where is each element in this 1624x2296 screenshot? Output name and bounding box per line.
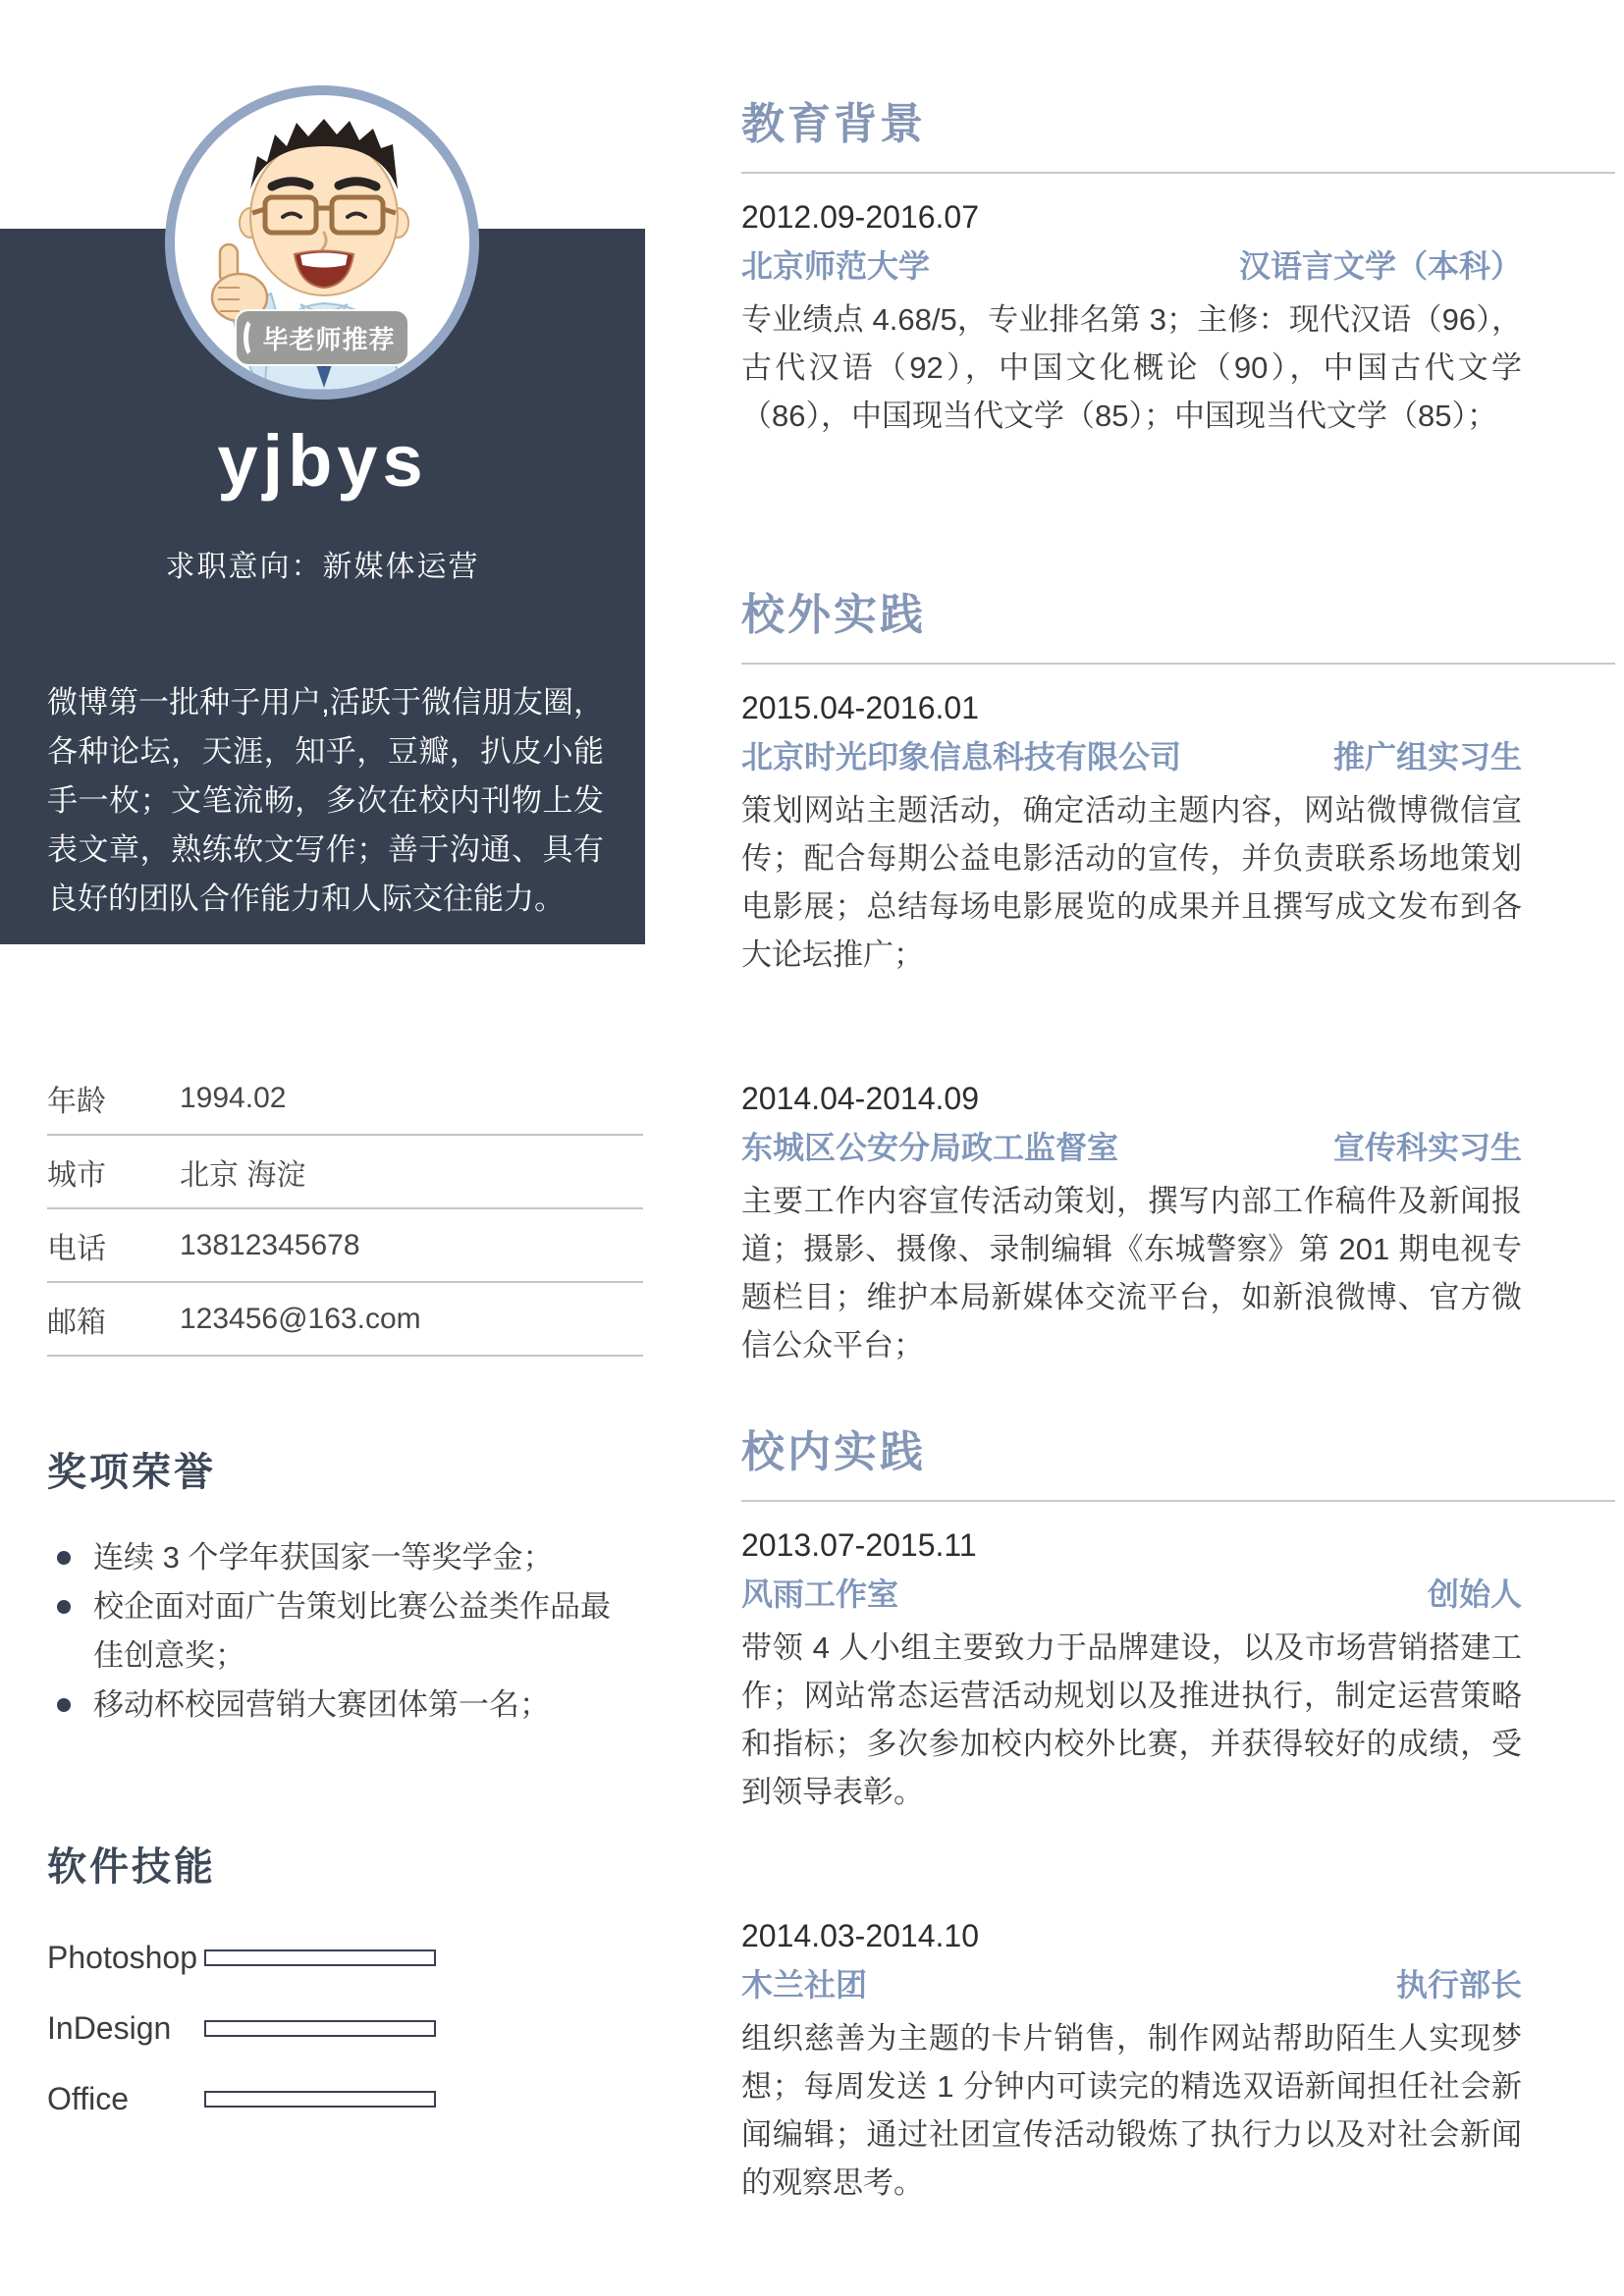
self-summary: 微博第一批种子用户,活跃于微信朋友圈，各种论坛，天涯，知乎，豆瓣，扒皮小能手一枚；文笔流畅，多次在校内刊物上发表文章，熟练软文写作；善于沟通、具有良好的团队合作能力和人际交往能力。 xyxy=(47,685,604,916)
bullet-icon xyxy=(57,1551,71,1565)
section-entries xyxy=(741,1529,1615,2207)
info-value: 13812345678 xyxy=(180,1228,360,1261)
skills-section xyxy=(47,1845,643,2134)
skills-list xyxy=(47,1922,643,2134)
entry-organization: 北京时光印象信息科技有限公司 xyxy=(741,739,1182,774)
info-value: 1994.02 xyxy=(180,1081,287,1114)
entry-date: 2012.09-2016.07 xyxy=(741,199,979,235)
entry-role: 执行部长 xyxy=(1395,1967,1522,2002)
experience-entry xyxy=(741,201,1615,440)
section-entries xyxy=(741,201,1615,440)
entry-organization: 东城区公安分局政工监督室 xyxy=(741,1130,1119,1165)
section-title: 校外实践 xyxy=(741,591,926,639)
award-text: 校企面对面广告策划比赛公益类作品最佳创意奖； xyxy=(93,1589,611,1673)
entry-head xyxy=(741,250,1522,282)
section-entries xyxy=(741,692,1615,1369)
info-label: 年龄 xyxy=(47,1085,106,1118)
award-item xyxy=(47,1533,626,1582)
entry-head xyxy=(741,1578,1522,1610)
award-item xyxy=(47,1681,626,1730)
entry-date: 2014.04-2014.09 xyxy=(741,1081,979,1116)
entry-role: 推广组实习生 xyxy=(1332,739,1522,774)
info-row xyxy=(47,1209,643,1283)
skill-progress-bar xyxy=(204,2091,436,2108)
info-value: 123456@163.com xyxy=(180,1302,421,1335)
badge-label: 毕老师推荐 xyxy=(262,324,396,354)
info-row xyxy=(47,1283,643,1357)
experience-entry xyxy=(741,1529,1615,1816)
bullet-icon xyxy=(57,1600,71,1614)
awards-list xyxy=(47,1533,626,1730)
entry-date: 2013.07-2015.11 xyxy=(741,1527,977,1563)
section-divider xyxy=(741,1500,1615,1502)
entry-description: 策划网站主题活动，确定活动主题内容，网站微博微信宣传；配合每期公益电影活动的宣传，并负责联系场地策划电影展；总结每场电影展览的成果并且撰写成文发布到各大论坛推广； xyxy=(741,793,1522,972)
entry-role: 宣传科实习生 xyxy=(1332,1130,1522,1165)
candidate-name: yjbys xyxy=(217,420,428,502)
skill-row xyxy=(47,1922,643,1993)
award-text: 移动杯校园营销大赛团体第一名； xyxy=(93,1687,550,1722)
entry-organization: 风雨工作室 xyxy=(741,1576,899,1612)
info-label: 城市 xyxy=(47,1158,106,1192)
entry-organization: 木兰社团 xyxy=(741,1967,868,2002)
entry-description: 带领 4 人小组主要致力于品牌建设，以及市场营销搭建工作；网站常态运营活动规划以及推进执行，制定运营策略和指标；多次参加校内校外比赛，并获得较好的成绩，受到领导表彰。 xyxy=(741,1630,1522,1809)
recommendation-badge xyxy=(235,309,409,366)
section-title: 教育背景 xyxy=(741,100,926,148)
entry-head xyxy=(741,741,1522,773)
info-value: 北京 海淀 xyxy=(180,1158,306,1192)
resume-section xyxy=(741,1428,1615,2207)
award-text: 连续 3 个学年获国家一等奖学金； xyxy=(93,1540,554,1575)
badge-arc-icon xyxy=(244,317,263,358)
skill-name: Office xyxy=(47,2080,129,2116)
personal-info-table xyxy=(47,1062,643,1357)
info-row xyxy=(47,1062,643,1136)
skill-name: InDesign xyxy=(47,2009,172,2046)
awards-title: 奖项荣誉 xyxy=(47,1451,216,1494)
entry-head xyxy=(741,1132,1522,1163)
entry-head xyxy=(741,1969,1522,2001)
entry-description: 主要工作内容宣传活动策划，撰写内部工作稿件及新闻报道；摄影、摄像、录制编辑《东城警察》第 201 期电视专题栏目；维护本局新媒体交流平台，如新浪微博、官方微信公众平台； xyxy=(741,1184,1522,1362)
section-divider xyxy=(741,172,1615,174)
experience-entry xyxy=(741,1083,1615,1369)
info-label: 邮箱 xyxy=(47,1306,106,1339)
section-divider xyxy=(741,663,1615,665)
info-label: 电话 xyxy=(47,1232,106,1265)
skills-title: 软件技能 xyxy=(47,1845,216,1889)
resume-section xyxy=(741,591,1615,1369)
avatar xyxy=(165,85,479,400)
skill-name: Photoshop xyxy=(47,1939,198,1975)
info-row xyxy=(47,1136,643,1209)
skill-row xyxy=(47,2063,643,2134)
experience-entry xyxy=(741,692,1615,979)
entry-organization: 北京师范大学 xyxy=(741,248,931,284)
entry-description: 专业绩点 4.68/5，专业排名第 3；主修：现代汉语（96），古代汉语（92），中国文化概论（90），中国古代文学（86），中国现当代文学（85）；中国现当代文学（85）； xyxy=(741,302,1522,433)
skill-progress-bar xyxy=(204,1949,436,1966)
section-title: 校内实践 xyxy=(741,1428,926,1476)
skill-progress-bar xyxy=(204,2020,436,2037)
award-item xyxy=(47,1582,626,1681)
awards-section xyxy=(47,1451,626,1730)
entry-date: 2015.04-2016.01 xyxy=(741,690,979,725)
entry-role: 汉语言文学（本科） xyxy=(1238,248,1522,284)
entry-description: 组织慈善为主题的卡片销售，制作网站帮助陌生人实现梦想；每周发送 1 分钟内可读完的精选双语新闻担任社会新闻编辑；通过社团宣传活动锻炼了执行力以及对社会新闻的观察思考。 xyxy=(741,2021,1522,2200)
skill-row xyxy=(47,1993,643,2063)
entry-date: 2014.03-2014.10 xyxy=(741,1918,979,1953)
entry-role: 创始人 xyxy=(1427,1576,1522,1612)
job-intention: 求职意向：新媒体运营 xyxy=(165,551,480,583)
bullet-icon xyxy=(57,1698,71,1712)
experience-entry xyxy=(741,1920,1615,2207)
resume-section xyxy=(741,100,1615,440)
